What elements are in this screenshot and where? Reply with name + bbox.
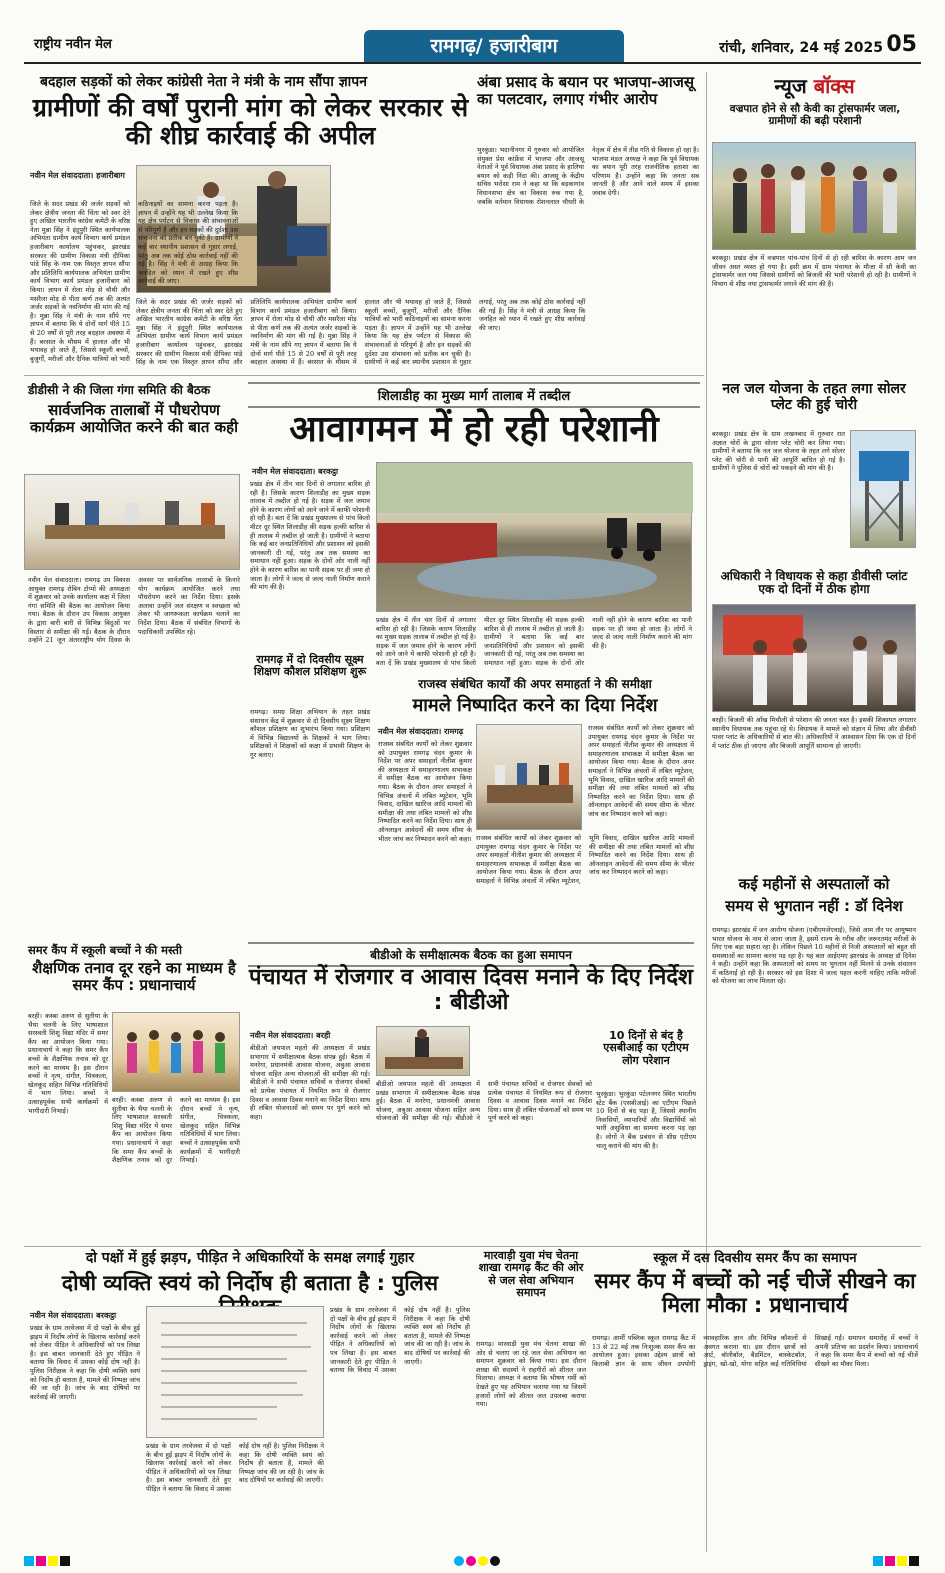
newsbox-item2-body: बरकट्ठा। प्रखंड क्षेत्र के ग्राम लखनबाद में गुरुवार रात अज्ञात चोरों के द्वारा सोलर प्लेट चोरी कर लिया गया। ग्रामीणों ने बताया कि नल जल योजना के तहत लगे सोलर प्लेट की चोरी से पानी की आपूर्ति बाधित हो गई है। ग्रामीणों ने पुलिस से चोरों को पकड़ने की मांग की है। <box>712 430 845 472</box>
children-dancing-image <box>113 1013 241 1093</box>
story13-body: रामगढ़। आर्मी पब्लिक स्कूल रामगढ़ कैंट में 13 से 22 मई तक निःशुल्क समर कैंप का आयोजन हुआ। इसका उद्देश्य छात्रों को किताबी ज्ञान के साथ जीवन उपयोगी व्यावहारिक ज्ञान और विभिन्न कौशलों से अवगत कराना था। इस दौरान छात्रों को आर्ट, बॉलीबॉल, बैडमिंटन, बास्केटबॉल, ड्राइंग, खो-खो, योगा सहित कई गतिविधियां सिखाई गईं। समापन समारोह में बच्चों ने अपनी प्रतिभा का प्रदर्शन किया। प्रधानाचार्य ने कहा कि समर कैंप में बच्चों को नई चीजें सीखने का मौका मिला। <box>592 1334 918 1368</box>
newsbox-item1-body: बरकट्ठा। प्रखंड क्षेत्र में वज्रपात पांच-पांच दिनों से हो रही बारिश के कारण आम जन जीवन अस्त व्यस्त हो गया है। इसी क्रम में ग्राम पंचायत के मौजा में सौ केवी का ट्रांसफार्मर जल गया जिससे ग्रामीणों को बिजली की भारी परेशानी हो रही है। ग्रामीणों ने विभाग से शीघ्र नया ट्रांसफार्मर लगाने की मांग की है। <box>712 254 916 288</box>
section-divider <box>24 375 704 376</box>
lower-divider <box>24 1246 921 1247</box>
story8-photo <box>376 1026 470 1076</box>
story11-body-cols-right: प्रखंड के ग्राम तरवेजवा में दो पक्षों के बीच हुई झड़प में निर्दोष लोगों के खिलाफ कार्रवाई करने को लेकर पीड़ित ने अधिकारियों को पत्र लिखा है। इस बाबत जानकारी देते हुए पीड़ित ने बताया कि विवाद में उसका कोई दोष नहीं है। पुलिस निरीक्षक ने कहा कि दोषी व्यक्ति स्वयं को निर्दोष ही बताता है, मामले की निष्पक्ष जांच की जा रही है। जांच के बाद दोषियों पर कार्रवाई की जाएगी। <box>330 1306 470 1375</box>
magenta-swatch <box>36 1556 46 1566</box>
cyan-swatch <box>873 1556 883 1566</box>
complaint-letter-image <box>147 1307 325 1439</box>
story3-photo <box>24 474 240 570</box>
black-swatch <box>60 1556 70 1566</box>
story5-body: रामगढ़। समग्र शिक्षा अभियान के तहत प्रखंड संसाधन केंद्र में शुक्रवार से दो दिवसीय सूक्ष्म शिक्षण कौशल प्रशिक्षण का शुभारंभ किया गया। प्रशिक्षण में विभिन्न विद्यालयों के शिक्षकों ने भाग लिया। प्रशिक्षकों ने शिक्षकों को कक्षा में प्रभावी शिक्षण के गुर बताए। <box>250 708 370 759</box>
masthead <box>24 30 921 64</box>
magenta-swatch <box>466 1556 476 1566</box>
story10-body: रामगढ़। झारखंड में जन आरोग्य योजना (एबीएमजेएवाई), जिसे आम तौर पर आयुष्मान भारत योजना के नाम से जाना जाता है, इसमें राज्य के गरीब और जरूरतमंद मरीजों के लिए एक बड़ा सहारा रहा है। लेकिन पिछले 10 महीनों से निजी अस्पतालों को बहुत सी समस्याओं का सामना करना पड़ रहा है। यह बात आईएमए झारखंड के अध्यक्ष डॉ दिनेश ने कही। उन्होंने कहा कि अस्पतालों को समय पर भुगतान नहीं मिलने से उनके संचालन में कठिनाई हो रही है। सरकार को इस दिशा में जल्द पहल करनी चाहिए ताकि मरीजों को योजना का लाभ मिलता रहे। <box>712 926 916 985</box>
story11-kicker: दो पक्षों में हुई झड़प, पीड़ित ने अधिकारियों के समक्ष लगाई गुहार <box>85 1250 415 1266</box>
story6-body-col1: राजस्व संबंधित कार्यों को लेकर शुक्रवार को उपायुक्त रामगढ़ चंदन कुमार के निर्देश पर अपर समाहर्ता नीतीश कुमार की अध्यक्षता में समाहरणालय सभाकक्ष में समीक्षा बैठक का आयोजन किया गया। बैठक के दौरान अपर समाहर्ता ने विभिन्न अंचलों में लंबित म्यूटेशन, भूमि विवाद, दाखिल खारिज आदि मामलों की समीक्षा की तथा लंबित मामलों को शीघ्र निष्पादित करने का निर्देश दिया। साथ ही ऑनलाइन आवेदनों की समय सीमा के भीतर जांच कर निष्पादन करने को कहा। <box>378 740 472 843</box>
cyan-swatch <box>454 1556 464 1566</box>
story10-kicker: कई महीनों से अस्पतालों को <box>738 875 890 893</box>
story8-headline: पंचायत में रोजगार व आवास दिवस मनाने के दिए निर्देश : बीडीओ <box>249 965 693 1015</box>
committee-meeting-image <box>25 475 241 571</box>
waterlogged-road-image <box>377 463 693 613</box>
story6-body-cols: राजस्व संबंधित कार्यों को लेकर शुक्रवार को उपायुक्त रामगढ़ चंदन कुमार के निर्देश पर अपर समाहर्ता नीतीश कुमार की अध्यक्षता में समाहरणालय सभाकक्ष में समीक्षा बैठक का आयोजन किया गया। बैठक के दौरान अपर समाहर्ता ने विभिन्न अंचलों में लंबित म्यूटेशन, भूमि विवाद, दाखिल खारिज आदि मामलों की समीक्षा की तथा लंबित मामलों को शीघ्र निष्पादित करने का निर्देश दिया। साथ ही ऑनलाइन आवेदनों की समय सीमा के भीतर जांच कर निष्पादन करने को कहा। <box>476 834 694 885</box>
newsbox-item1-photo <box>712 142 916 250</box>
newsbox-title <box>712 72 917 99</box>
story1-body-col1: जिले के सदर प्रखंड की जर्जर सड़कों को लेकर क्षेत्रीय जनता की चिंता को स्वर देते हुए अखिल भारतीय कांग्रेस कमेटी के वरिष्ठ नेता मुन्ना सिंह ने इंदुपुरी स्थित कार्यपालक अभियंता ग्रामीण कार्य विभाग कार्य प्रमंडल हजारीबाग कार्यालय पहुंचकर, झारखंड सरकार की ग्रामीण विकास मंत्री दीपिका पांडे सिंह के नाम एक विस्तृत ज्ञापन सौंपा और प्रतिलिपि कार्यपालक अभियंता ग्रामीण कार्य विभाग कार्य प्रमंडल हजारीबाग को किया। ज्ञापन में रोला मोड़ से चौथी और मसरैला मोड़ से पीता कर्ण तक की अत्यंत जर्जर सड़कों के नवनिर्माण की मांग की गई है। मुन्ना सिंह ने मंत्री के नाम सौंपे गए ज्ञापन में बताया कि ये दोनों मार्ग पीते 15 से 20 वर्षों से पूरी तरह बदहाल अवस्था में हैं। बरसात के मौसम में हालात और भी भयावह हो जाते हैं, जिससे स्कूली बच्चों, बुजुर्गों, मरीजों और दैनिक यात्रियों को भारी <box>30 200 130 363</box>
story9-body: भुरकुंडा। भुरकुंडा पटेलनगर स्थित भारतीय स्टेट बैंक (एसबीआई) का एटीएम पिछले 10 दिनों से बंद पड़ा है, जिससे स्थानीय निवासियों, व्यापारियों और विद्यार्थियों को भारी असुविधा का सामना करना पड़ रहा है। लोगों ने बैंक प्रबंधन से शीघ्र एटीएम चालू कराने की मांग की है। <box>596 1090 696 1150</box>
story4-photo <box>376 462 692 612</box>
story4-body-cols: प्रखंड क्षेत्र में तीन चार दिनों से लगातार बारिश हो रही है। जिसके कारण शिलाडीह का मुख्य सड़क तालाब में तब्दील हो गई है। सड़क में जल जमाव होने के कारण लोगों को आने जाने में काफी परेशानी हो रही है। बता दें कि प्रखंड मुख्यालय से पांच किलो मीटर दूर स्थित शिलाडीह की सड़क हल्की बारिश से ही तालाब में तब्दील हो जाती है। ग्रामीणों ने बताया कि कई बार जनप्रतिनिधियों और प्रशासन को इसकी जानकारी दी गई, परंतु अब तक समस्या का समाधान नहीं हुआ। सड़क के दोनों ओर नाली नहीं होने के कारण बारिश का पानी सड़क पर ही जमा हो जाता है। लोगों ने जल्द से जल्द नाली निर्माण कराने की मांग की है। <box>376 616 692 667</box>
story1-kicker: बदहाल सड़कों को लेकर कांग्रेसी नेता ने मंत्री के नाम सौंपा ज्ञापन <box>40 74 368 90</box>
story2-body: भुरकुंडा। भदानीनगर में गुरुवार को आयोजित संयुक्त प्रेस कांफ्रेंस में भाजपा और आजसू नेताओं ने पूर्व विधायक अंबा प्रसाद के हालिया बयान को कड़ी निंदा की। आजसू के केंद्रीय सचिव भरोसा राम ने कहा था कि बड़कागांव विधानसभा क्षेत्र का विकास रुक गया है, जबकि वर्तमान विधायक रोशनलाल चौधरी के नेतृत्व में क्षेत्र में तीव्र गति से विकास हो रहा है। भाजपा मंडल अध्यक्ष ने कहा कि पूर्व विधायक का बयान पूरी तरह राजनीतिक हताशा का परिणाम है। उन्होंने कहा कि जनता सब जानती है और आने वाले समय में इसका जवाब देगी। <box>477 146 699 206</box>
review-meeting-image <box>477 725 583 831</box>
story3-headline: सार्वजनिक तालाबों में पौधरोपण कार्यक्रम आयोजित करने की बात कही <box>30 401 238 436</box>
black-swatch <box>490 1556 500 1566</box>
story6-kicker: राजस्व संबंधित कार्यों की अपर समाहर्ता ने की समीक्षा <box>418 677 652 691</box>
story1-body-cols: जिले के सदर प्रखंड की जर्जर सड़कों को लेकर क्षेत्रीय जनता की चिंता को स्वर देते हुए अखिल भारतीय कांग्रेस कमेटी के वरिष्ठ नेता मुन्ना सिंह ने इंदुपुरी स्थित कार्यपालक अभियंता ग्रामीण कार्य विभाग कार्य प्रमंडल हजारीबाग कार्यालय पहुंचकर, झारखंड सरकार की ग्रामीण विकास मंत्री दीपिका पांडे सिंह के नाम एक विस्तृत ज्ञापन सौंपा और प्रतिलिपि कार्यपालक अभियंता ग्रामीण कार्य विभाग कार्य प्रमंडल हजारीबाग को किया। ज्ञापन में रोला मोड़ से चौथी और मसरैला मोड़ से पीता कर्ण तक की अत्यंत जर्जर सड़कों के नवनिर्माण की मांग की गई है। मुन्ना सिंह ने मंत्री के नाम सौंपे गए ज्ञापन में बताया कि ये दोनों मार्ग पीते 15 से 20 वर्षों से पूरी तरह बदहाल अवस्था में हैं। बरसात के मौसम में हालात और भी भयावह हो जाते हैं, जिससे स्कूली बच्चों, बुजुर्गों, मरीजों और दैनिक यात्रियों को भारी कठिनाइयों का सामना करना पड़ता है। ज्ञापन में उन्होंने यह भी उल्लेख किया कि यह क्षेत्र पर्यटन से विकास की संभावनाओं से परिपूर्ण है और इन सड़कों की दुर्दशा उस संभावना को प्रतीक बन चुकी है। ग्रामीणों ने कई बार स्थानीय प्रशासन से गुहार लगाई, परंतु अब तक कोई ठोस कार्रवाई नहीं की गई है। सिंह ने मंत्री से आग्रह किया कि जनहित को ध्यान में रखते हुए शीघ्र कार्रवाई की जाए। <box>136 298 586 367</box>
yellow-swatch <box>478 1556 488 1566</box>
story4-byline: नवीन मेल संवाददाता। बरकट्ठा <box>252 467 339 476</box>
story8-body-col1: बीडीओ जयपाल महतो की अध्यक्षता में प्रखंड सभागार में समीक्षात्मक बैठक संपन्न हुई। बैठक में मनरेगा, प्रधानमंत्री आवास योजना, अबुआ आवास योजना सहित अन्य योजनाओं की समीक्षा की गई। बीडीओ ने सभी पंचायत सचिवों व रोजगार सेवकों को प्रत्येक पंचायत में नियमित रूप से रोजगार दिवस व आवास दिवस मनाने का निर्देश दिया। साथ ही लंबित योजनाओं को समय पर पूर्ण करने को कहा। <box>250 1044 370 1121</box>
story1-headline: ग्रामीणों की वर्षों पुरानी मांग को लेकर सरकार से की शीघ्र कार्रवाई की अपील <box>32 93 469 150</box>
story6-body-col3: राजस्व संबंधित कार्यों को लेकर शुक्रवार को उपायुक्त रामगढ़ चंदन कुमार के निर्देश पर अपर समाहर्ता नीतीश कुमार की अध्यक्षता में समाहरणालय सभाकक्ष में समीक्षा बैठक का आयोजन किया गया। बैठक के दौरान अपर समाहर्ता ने विभिन्न अंचलों में लंबित म्यूटेशन, भूमि विवाद, दाखिल खारिज आदि मामलों की समीक्षा की तथा लंबित मामलों को शीघ्र निष्पादित करने का निर्देश दिया। साथ ही ऑनलाइन आवेदनों की समय सीमा के भीतर जांच कर निष्पादन करने को कहा। <box>588 724 694 818</box>
cyan-swatch <box>24 1556 34 1566</box>
story9-headline: 10 दिनों से बंद है एसबीआई का एटीएम लोग परेशान <box>603 1029 689 1067</box>
print-registration-bar <box>24 1551 921 1561</box>
story11-byline: नवीन मेल संवाददाता। बरकट्ठा <box>30 1311 117 1320</box>
story6-headline: मामले निष्पादित करने का दिया निर्देश <box>412 695 658 716</box>
magenta-swatch <box>885 1556 895 1566</box>
story11-letter-photo <box>146 1306 324 1438</box>
story7-photo <box>112 1012 240 1092</box>
story7-body-cols: बरही। कस्बा अरुण से सुतीया के भैया चलनी के लिए भाषाशाल सरस्वती शिशु विद्या मंदिर में समर कैंप का आयोजन किया गया। प्रधानाचार्य ने कहा कि समर कैंप बच्चों के शैक्षणिक तनाव को दूर करने का माध्यम है। इस दौरान बच्चों ने नृत्य, संगीत, चित्रकला, खेलकूद सहित विभिन्न गतिविधियों में भाग लिया। बच्चों ने उत्साहपूर्वक सभी कार्यक्रमों में भागीदारी निभाई। <box>112 1096 240 1165</box>
column-divider <box>706 72 707 1552</box>
story8-kicker: बीडीओ के समीक्षात्मक बैठक का हुआ समापन <box>248 942 694 967</box>
story8-body-cols: बीडीओ जयपाल महतो की अध्यक्षता में प्रखंड सभागार में समीक्षात्मक बैठक संपन्न हुई। बैठक में मनरेगा, प्रधानमंत्री आवास योजना, अबुआ आवास योजना सहित अन्य योजनाओं की समीक्षा की गई। बीडीओ ने सभी पंचायत सचिवों व रोजगार सेवकों को प्रत्येक पंचायत में नियमित रूप से रोजगार दिवस व आवास दिवस मनाने का निर्देश दिया। साथ ही लंबित योजनाओं को समय पर पूर्ण करने को कहा। <box>376 1080 592 1123</box>
newsbox-item3-photo <box>712 604 916 712</box>
story7-kicker: समर कैंप में स्कूली बच्चों ने की मस्ती <box>28 943 182 957</box>
newsbox-title-red: बॉक्स <box>813 74 855 98</box>
yellow-swatch <box>897 1556 907 1566</box>
newsbox-item3-headline: अधिकारी ने विधायक से कहा डीवीसी प्लांट एक दो दिनों में ठीक होगा <box>720 569 908 597</box>
story11-headline: दोषी व्यक्ति स्वयं को निर्दोष ही बताता है : पुलिस <box>61 1271 439 1295</box>
story7-body-col1: बरही। कस्बा अरुण से सुतीया के भैया चलनी के लिए भाषाशाल सरस्वती शिशु विद्या मंदिर में समर कैंप का आयोजन किया गया। प्रधानाचार्य ने कहा कि समर कैंप बच्चों के शैक्षणिक तनाव को दूर करने का माध्यम है। इस दौरान बच्चों ने नृत्य, संगीत, चित्रकला, खेलकूद सहित विभिन्न गतिविधियों में भाग लिया। बच्चों ने उत्साहपूर्वक सभी कार्यक्रमों में भागीदारी निभाई। <box>28 1012 108 1115</box>
story8-byline: नवीन मेल संवाददाता। बरही <box>250 1031 331 1040</box>
newsbox-title-black: न्यूज <box>774 74 807 98</box>
story11-body-cols: प्रखंड के ग्राम तरवेजवा में दो पक्षों के बीच हुई झड़प में निर्दोष लोगों के खिलाफ कार्रवाई करने को लेकर पीड़ित ने अधिकारियों को पत्र लिखा है। इस बाबत जानकारी देते हुए पीड़ित ने बताया कि विवाद में उसका कोई दोष नहीं है। पुलिस निरीक्षक ने कहा कि दोषी व्यक्ति स्वयं को निर्दोष ही बताता है, मामले की निष्पक्ष जांच की जा रही है। जांच के बाद दोषियों पर कार्रवाई की जाएगी। <box>146 1442 324 1493</box>
story3-kicker: डीडीसी ने की जिला गंगा समिति की बैठक <box>28 383 211 397</box>
dateline: रांची, शनिवार, 24 मई 2025 <box>719 40 883 56</box>
newsbox-item1-headline: वज्रपात होने से सौ केवी का ट्रांसफार्मर जला, ग्रामीणों की बढ़ी परेशानी <box>729 103 901 127</box>
newsbox-item2-headline: नल जल योजना के तहत लगा सोलर प्लेट की हुई चोरी <box>722 381 906 413</box>
story13-headline: समर कैंप में बच्चों को नई चीजें सीखने का मिला मौका : प्रधानाचार्य <box>594 1269 916 1317</box>
story3-body: नवीन मेल संवाददाता। रामगढ़ उप विकास आयुक्त रामगढ़ रोबिन टोप्पो की अध्यक्षता में शुक्रवार को उनके कार्यालय कक्ष में जिला गंगा समिति की बैठक का आयोजन किया गया। बैठक के दौरान उप विकास आयुक्त के द्वारा बारी बारी से विभिन्न बिंदुओं पर विस्तार से समीक्षा की गई। बैठक के दौरान उन्होंने 21 जून अंतरराष्ट्रीय योग दिवस के अवसर पर सार्वजनिक तालाबों के किनारे योग कार्यक्रम आयोजित करने तथा पौधरोपण करने का निर्देश दिया। इसके अलावा उन्होंने जल संरक्षण व स्वच्छता को लेकर भी जागरूकता कार्यक्रम चलाने का निर्देश दिया। बैठक में संबंधित विभागों के पदाधिकारी उपस्थित रहे। <box>28 576 240 645</box>
bdo-meeting-image <box>377 1027 471 1077</box>
story6-photo <box>476 724 582 830</box>
villagers-group-image <box>713 143 917 251</box>
story10-headline: समय से भुगतान नहीं : डॉ दिनेश <box>725 897 903 915</box>
story11-body-col1: प्रखंड के ग्राम तरवेजवा में दो पक्षों के बीच हुई झड़प में निर्दोष लोगों के खिलाफ कार्रवाई करने को लेकर पीड़ित ने अधिकारियों को पत्र लिखा है। इस बाबत जानकारी देते हुए पीड़ित ने बताया कि विवाद में उसका कोई दोष नहीं है। पुलिस निरीक्षक ने कहा कि दोषी व्यक्ति स्वयं को निर्दोष ही बताता है, मामले की निष्पक्ष जांच की जा रही है। जांच के बाद दोषियों पर कार्रवाई की जाएगी। <box>30 1324 140 1401</box>
story12-headline: मारवाड़ी युवा मंच चेतना शाखा रामगढ़ कैंट की ओर से जल सेवा अभियान समापन <box>478 1249 584 1299</box>
section-tab: रामगढ़/ हजारीबाग <box>364 30 624 62</box>
story5-headline: रामगढ़ में दो दिवसीय सूक्ष्म शिक्षण कौशल प्रशिक्षण शुरू <box>253 653 367 679</box>
story13-kicker: स्कूल में दस दिवसीय समर कैंप का समापन <box>653 1251 857 1266</box>
paper-logo: राष्ट्रीय नवीन मेल <box>34 37 112 52</box>
story7-headline: शैक्षणिक तनाव दूर रहने का माध्यम है समर कैंप : प्रधानाचार्य <box>32 959 236 994</box>
story6-byline: नवीन मेल संवाददाता। रामगढ़ <box>378 727 464 736</box>
newsbox-item2-photo <box>850 430 916 548</box>
black-swatch <box>909 1556 919 1566</box>
story1-byline: नवीन मेल संवाददाता। हजारीबाग <box>30 171 125 180</box>
story12-body: रामगढ़। मारवाड़ी युवा मंच चेतना शाखा की ओर से चलाए जा रहे जल सेवा अभियान का समापन शुक्रवार को किया गया। इस दौरान शाखा की सदस्यों ने राहगीरों को शीतल जल पिलाया। अध्यक्ष ने बताया कि भीषण गर्मी को देखते हुए यह अभियान चलाया गया था जिसमें हजारों लोगों को शीतल जल उपलब्ध कराया गया। <box>476 1340 586 1409</box>
water-tank-image <box>851 431 917 549</box>
story4-headline: आवागमन में हो रही परेशानी <box>289 409 659 450</box>
story4-body-col1: प्रखंड क्षेत्र में तीन चार दिनों से लगातार बारिश हो रही है। जिसके कारण शिलाडीह का मुख्य सड़क तालाब में तब्दील हो गई है। सड़क में जल जमाव होने के कारण लोगों को आने जाने में काफी परेशानी हो रही है। बता दें कि प्रखंड मुख्यालय से पांच किलो मीटर दूर स्थित शिलाडीह की सड़क हल्की बारिश से ही तालाब में तब्दील हो जाती है। ग्रामीणों ने बताया कि कई बार जनप्रतिनिधियों और प्रशासन को इसकी जानकारी दी गई, परंतु अब तक समस्या का समाधान नहीं हुआ। सड़क के दोनों ओर नाली नहीं होने के कारण बारिश का पानी सड़क पर ही जमा हो जाता है। लोगों ने जल्द से जल्द नाली निर्माण कराने की मांग की है। <box>250 480 370 592</box>
officials-meeting-image <box>713 605 917 713</box>
story2-headline: अंबा प्रसाद के बयान पर भाजपा-आजसू का पलटवार, लगाए गंभीर आरोप <box>477 73 694 108</box>
story4-kicker: शिलाडीह का मुख्य मार्ग तालाब में तब्दील <box>248 382 700 408</box>
page-number: 05 <box>886 32 917 57</box>
newsbox-item3-body: बरही। बिजली की आँख मिचौली से परेशान की जनता त्रस्त है। इसकी शिकायत लगातार स्थानीय विधायक तक पहुंचा रहे थे। विधायक ने मामले को संज्ञान में लिया और डीवीसी पावर प्लांट के अधिकारियों से बात की। अधिकारियों ने आश्वासन दिया कि एक दो दिनों में प्लांट ठीक हो जाएगा और बिजली आपूर्ति सामान्य हो जाएगी। <box>712 716 916 750</box>
yellow-swatch <box>48 1556 58 1566</box>
